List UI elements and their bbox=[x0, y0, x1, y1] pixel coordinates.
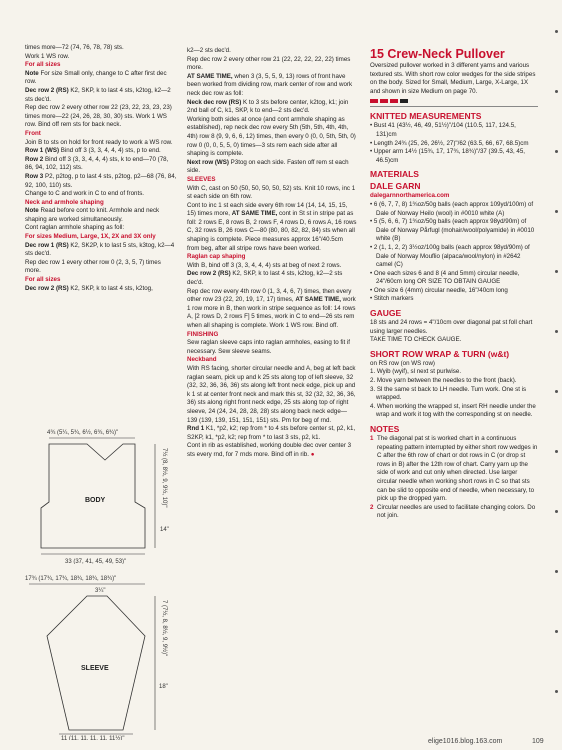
heading-raglan: Raglan cap shaping bbox=[187, 253, 246, 261]
heading-all-sizes-2: For all sizes bbox=[25, 276, 61, 284]
list-item: • 2 (1, 1, 2, 2) 3½oz/100g balls (each approx 98yd/90m) of Dale of Norway Mouflio (alpaca/wool/nylon) in #2642 camel (C) bbox=[370, 243, 530, 269]
heading-measurements: KNITTED MEASUREMENTS bbox=[370, 111, 482, 122]
list-item: • Upper arm 14½ (15¾, 17, 17¾, 18¾)"/37 (39.5, 43, 45, 46.5)cm bbox=[370, 148, 526, 164]
instruction: Dec row 1 (RS) K2, SK2P, k to last 5 sts, k3tog, k2—4 sts dec'd. bbox=[25, 241, 175, 258]
page-number: 109 bbox=[532, 738, 544, 745]
note-1: 1 The diagonal pat st is worked chart in a continuous repeating pattern interrupted by either short row wedges in C after the 6th row of chart or dot rows in C (or drop st rows in B) after the 12th row of chart. Carry yarn up the side of work and cut only when directed. Use larger circular needle when working short rows in C so that sts can be slid to opposite end of needle, when necessary, to pick up the dropped yarn. bbox=[370, 435, 538, 503]
list-item: • One size 6 (4mm) circular needle, 16"/40cm long bbox=[370, 286, 508, 294]
heading-neckband: Neckband bbox=[187, 356, 217, 364]
sleeve-schematic bbox=[25, 570, 185, 740]
text: AT SAME TIME, when 3 (3, 5, 5, 9, 13) rows of front have been worked from dividing row, mark center of row and work neck dec row as foll: bbox=[187, 72, 353, 97]
text: on RS row (on WS row) bbox=[370, 359, 435, 367]
instruction: Dec row 2 (RS) K2, SKP, k to last 4 sts, k2tog, k2—2 sts dec'd. bbox=[187, 270, 343, 287]
body-right-measure-2: 14" bbox=[160, 527, 169, 533]
heading-materials: MATERIALS bbox=[370, 169, 419, 180]
body-schematic bbox=[25, 424, 185, 564]
text: Sew raglan sleeve caps into raglan armholes, easing to fit if necessary. Sew sleeve seams. bbox=[187, 339, 351, 355]
heading-short-row: SHORT ROW WRAP & TURN (w&t) bbox=[370, 348, 510, 359]
text: Rep dec row 1 every other row 0 (2, 3, 5, 7) times more. bbox=[25, 258, 161, 275]
body-bottom-measure: 33 (37, 41, 45, 49, 53)" bbox=[65, 559, 127, 564]
text: Rep dec row 2 every other row 22 (23, 22, 23, 23, 23) times more—22 (24, 26, 28, 30, 30) sts. Work 1 WS row. Bind off rem sts for back neck. bbox=[25, 104, 172, 129]
text: Working both sides at once (and cont armhole shaping as established), rep neck dec row every 5th (5th, 5th, 4th, 4th, 4th) row 8 (9, 9, 6, 6, 12) times, then every 0 (0, 0, 5th, 5th, 0) row 0 (0, 0, 5, 5, 0) times—3 sts rem each side after all shaping is complete. bbox=[187, 115, 356, 158]
column-right bbox=[370, 47, 538, 521]
list-item: • One each sizes 6 and 8 (4 and 5mm) circular needle, 24"/60cm long OR SIZE TO OBTAIN GAUGE bbox=[370, 269, 520, 286]
text: times more—72 (74, 76, 78, 78) sts. bbox=[25, 44, 124, 51]
heading-front: Front bbox=[25, 129, 41, 137]
sleeve-bottom-measure: 11 (11, 11, 11, 11, 11½)" bbox=[61, 736, 125, 740]
instruction: Row 3 P2, p2tog, p to last 4 sts, p2tog, p2—68 (76, 84, 92, 100, 110) sts. bbox=[25, 172, 177, 189]
list-item: 4. When working the wrapped st, insert RH needle under the wrap and work it tog with the corresponding st on needle. bbox=[370, 402, 536, 419]
body-right-measure-1: 7½ (8, 8½, 9, 9½, 10)" bbox=[161, 448, 167, 508]
heading-gauge: GAUGE bbox=[370, 308, 402, 319]
body-top-measure: 4¾ (5¼, 5¾, 6½, 6¾, 6¾)" bbox=[47, 430, 119, 436]
note: Note For size Small only, change to C after first dec row. bbox=[25, 69, 167, 86]
text: With RS facing, shorter circular needle and A, beg at left back raglan seam, pick up and k 25 sts along top of left sleeve, 32 (32, 32, 36, 36, 36) sts along left front neck edge, pick up and k 1 st at center front neck and mark this st, 32 (32, 32, 36, 36, 36) sts along right front neck edge, 25 sts along top of right sleeve, 24 (24, 24, 28, 28, 28) sts along back neck edge—139 (139, 139, 151, 151, 151) sts. Pm for beg of rnd. bbox=[187, 364, 356, 424]
instruction: Next row (WS) P3tog on each side. Fasten off rem st each side. bbox=[187, 158, 349, 175]
heading-neck-armhole: Neck and armhole shaping bbox=[25, 198, 104, 206]
end-dot-icon: ● bbox=[310, 450, 315, 458]
text: k2—2 sts dec'd. bbox=[187, 47, 231, 54]
text: Cont to inc 1 st each side every 6th row 14 (14, 14, 15, 15, 15) times more, AT SAME TIME, cont in St st in stripe pat as foll: 2 rows E, 8 rows B, 2 rows F, 4 rows D, 6 rows A, 16 rows C, 32 rows B, 26 rows C—80 (80, 80, 82, 82, 84) sts when all shaping is complete. Piece measures approx 16"/40.5cm from beg, after all stripe rows have been worked. bbox=[187, 201, 357, 252]
sleeve-right-measure-1: 7 (7½, 8, 8½, 9, 9½)" bbox=[161, 600, 167, 657]
text: Cont in rib as established, working double dec over center 3 sts every rnd, for 7 rnds more. Bind off in rib. ● bbox=[187, 442, 352, 458]
body-label: BODY bbox=[85, 497, 106, 504]
heading-all-sizes: For all sizes bbox=[25, 61, 61, 69]
list-item: • Stitch markers bbox=[370, 295, 414, 303]
list-item: • 5 (5, 6, 6, 7) 1¾oz/50g balls (each approx 98yd/90m) of Dale of Norway Pårfugl (mohair/wool/polyamide) in #0010 white (B) bbox=[370, 218, 535, 243]
instruction: Row 1 (WS) Bind off 3 (3, 3, 4, 4, 4) sts, p to end. bbox=[25, 147, 161, 155]
heading-sleeves: SLEEVES bbox=[187, 175, 216, 183]
sleeve-right-measure-2: 18" bbox=[159, 684, 168, 690]
footer-watermark: elige1016.blog.163.com bbox=[428, 738, 503, 745]
list-item: • 6 (6, 7, 7, 8) 1¾oz/50g balls (each approx 109yd/100m) of Dale of Norway Heilo (wool) in #0010 white (A) bbox=[370, 200, 534, 217]
sleeve-label: SLEEVE bbox=[81, 665, 109, 672]
sleeve-top-measure: 17¾ (17¾, 17¾, 18¾, 18¾, 18¾)" bbox=[25, 576, 117, 582]
website-link[interactable]: dalegarnnorthamerica.com bbox=[370, 192, 450, 200]
text: Change to C and work in C to end of fronts. bbox=[25, 190, 145, 198]
list-item: • Bust 41 (43½, 46, 49, 51½)"/104 (110.5, 117, 124.5, 131)cm bbox=[370, 122, 516, 138]
heading-notes: NOTES bbox=[370, 424, 400, 434]
instruction: Rnd 1 K1, *p2, k2; rep from * to 4 sts before center st, p2, k1, S2KP, k1, *p2, k2; rep from * to last 3 sts, p2, k1. bbox=[187, 425, 356, 441]
list-item: • Length 24¾ (25, 26, 26½, 27)"/62 (63.5, 66, 67, 68.5)cm bbox=[370, 139, 529, 147]
heading-finishing: FINISHING bbox=[187, 330, 219, 338]
text: TAKE TIME TO CHECK GAUGE. bbox=[370, 336, 462, 344]
text: Join B to sts on hold for front ready to work a WS row. bbox=[25, 138, 173, 146]
text: With C, cast on 50 (50, 50, 50, 50, 52) sts. Knit 10 rows, inc 1 st each side on 6th row. bbox=[187, 184, 356, 201]
skill-level-icon bbox=[370, 99, 538, 103]
heading-sizes: For sizes Medium, Large, 1X, 2X and 3X only bbox=[25, 233, 156, 241]
instruction: Neck dec row (RS) K to 3 sts before center, k2tog, k1; join 2nd ball of C, k1, SKP, k to end—2 sts dec'd. bbox=[187, 98, 349, 115]
text: 18 sts and 24 rows = 4"/10cm over diagonal pat st foll chart using larger needles. bbox=[370, 319, 533, 335]
column-middle bbox=[187, 47, 357, 460]
column-left bbox=[25, 44, 177, 293]
divider bbox=[370, 106, 538, 107]
list-item: 2. Move yarn between the needles to the front (back). bbox=[370, 377, 517, 385]
sleeve-top-measure-2: 3¼" bbox=[95, 588, 106, 594]
instruction: Dec row 2 (RS) K2, SKP, k to last 4 sts, k2tog, k2—2 sts dec'd. bbox=[25, 86, 171, 103]
pattern-title: 15 Crew-Neck Pullover bbox=[370, 47, 505, 61]
text: Cont raglan armhole shaping as foll: bbox=[25, 224, 125, 232]
list-item: 1. Wyib (wyif), sl next st purlwise. bbox=[370, 368, 462, 376]
instruction: Row 2 Bind off 3 (3, 3, 4, 4, 4) sts, k to end—70 (78, 86, 94, 102, 112) sts. bbox=[25, 155, 169, 172]
heading-dale-garn: DALE GARN bbox=[370, 181, 421, 192]
note: Note Read before cont to knit. Armhole and neck shaping are worked simultaneously. bbox=[25, 207, 160, 223]
list-item: 3. Sl the same st back to LH needle. Turn work. One st is wrapped. bbox=[370, 385, 527, 402]
note-2: 2 Circular needles are used to facilitate changing colors. Do not join. bbox=[370, 503, 536, 520]
intro: Oversized pullover worked in 3 different yarns and various textured sts. With short row color wedges for the side stripes on the body. Sized for Small, Medium, Large, X-Large, 1X and shown in size Medium on page 70. bbox=[370, 62, 536, 95]
page-edge-marks bbox=[550, 0, 562, 750]
text: With B, bind off 3 (3, 3, 4, 4, 4) sts at beg of next 2 rows. bbox=[187, 261, 342, 269]
text: Work 1 WS row. bbox=[25, 52, 70, 60]
instruction: Dec row 2 (RS) K2, SKP, k to last 4 sts, k2tog, bbox=[25, 284, 153, 292]
text: Rep dec row 2 every other row 21 (22, 22, 22, 22, 22) times more. bbox=[187, 55, 351, 72]
text: Rep dec row every 4th row 0 (1, 3, 4, 6, 7) times, then every other row 23 (22, 20, 19, 17, 17) times, AT SAME TIME, work 1 row more in B, then work in stripe sequence as foll: 14 rows A, [2 rows D, 2 rows F] 5 times, work in C to end—26 sts rem when all shaping is complete. Work 1 WS row. Bind off. bbox=[187, 287, 356, 329]
